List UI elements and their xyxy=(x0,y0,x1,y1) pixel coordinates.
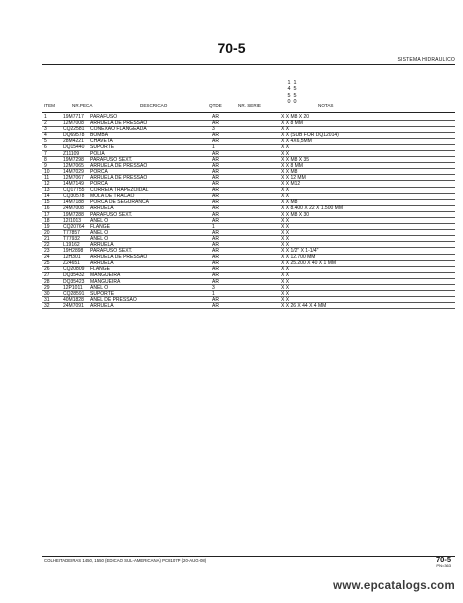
notes-cell: X X M8 X 30 xyxy=(281,211,310,218)
item-cell: 14 xyxy=(44,193,50,200)
quantity-cell: AR xyxy=(212,187,219,194)
model-code-digit: 5 xyxy=(293,92,297,99)
quantity-cell: AR xyxy=(212,266,219,273)
quantity-cell: AR xyxy=(212,162,219,169)
footer-page-code: PN=363 xyxy=(436,563,451,568)
notes-cell: X X xyxy=(281,241,290,248)
description-cell: MANGUEIRA xyxy=(90,272,121,279)
part-number-cell: CQ20764 xyxy=(63,223,85,230)
item-cell: 24 xyxy=(44,254,50,261)
quantity-cell: AR xyxy=(212,156,219,163)
description-cell: ARRUELA DE PRESSAO xyxy=(90,254,148,261)
item-cell: 7 xyxy=(44,150,47,157)
header-serial: NR. SERIE xyxy=(238,103,261,108)
quantity-cell: AR xyxy=(212,235,219,242)
item-cell: 12 xyxy=(44,181,50,188)
header-quantity: QTDE xyxy=(209,103,222,108)
quantity-cell: 1 xyxy=(212,223,215,230)
part-number-cell: 24M7091 xyxy=(63,302,84,309)
notes-cell: X X 4X6,5MM xyxy=(281,138,312,145)
description-cell: PARAFUSO SEXT. xyxy=(90,156,133,163)
model-code-digit: 1 xyxy=(287,80,291,86)
part-number-cell: DQ35423 xyxy=(63,278,85,285)
description-cell: PORCA xyxy=(90,181,108,188)
quantity-cell: AR xyxy=(212,132,219,139)
quantity-cell: AR xyxy=(212,241,219,248)
item-cell: 15 xyxy=(44,199,50,206)
item-cell: 23 xyxy=(44,248,50,255)
item-cell: 9 xyxy=(44,162,47,169)
part-number-cell: DQ69578 xyxy=(63,132,85,139)
model-code-digit: 5 xyxy=(287,92,291,99)
quantity-cell: AR xyxy=(212,248,219,255)
notes-cell: X X 12 MM xyxy=(281,174,306,181)
part-number-cell: 28M4221 xyxy=(63,138,84,145)
quantity-cell: AR xyxy=(212,205,219,212)
quantity-cell: AR xyxy=(212,120,219,127)
description-cell: ARRUELA xyxy=(90,205,114,212)
quantity-cell: AR xyxy=(212,278,219,285)
item-cell: 11 xyxy=(44,174,50,181)
description-cell: CONEXAO FLANGEADA xyxy=(90,126,147,133)
quantity-cell: AR xyxy=(212,138,219,145)
description-cell: BOMBA xyxy=(90,132,109,139)
table-row xyxy=(0,303,463,309)
item-cell: 25 xyxy=(44,260,50,267)
notes-cell: X X 12.700 MM xyxy=(281,254,316,261)
notes-cell: X X xyxy=(281,144,290,151)
description-cell: ARRUELA xyxy=(90,241,114,248)
part-number-cell: DQ15440 xyxy=(63,144,85,151)
header-item: ITEM xyxy=(44,103,55,108)
notes-cell: X X 25.200 X 40 X 1 MM xyxy=(281,260,337,267)
quantity-cell: AR xyxy=(212,302,219,309)
notes-cell: X X xyxy=(281,217,290,224)
notes-cell: X X xyxy=(281,284,290,291)
part-number-cell: 12M7008 xyxy=(63,120,84,127)
quantity-cell: AR xyxy=(212,272,219,279)
part-number-cell: T77932 xyxy=(63,235,80,242)
description-cell: FLANGE xyxy=(90,266,111,273)
description-cell: MANGUEIRA xyxy=(90,278,121,285)
part-number-cell: CQ17755 xyxy=(63,187,85,194)
item-cell: 4 xyxy=(44,132,47,139)
quantity-cell: AR xyxy=(212,211,219,218)
description-cell: PORCA DE SEGURANCA xyxy=(90,199,149,206)
footer-publication: COLHEITADEIRAS 1450, 1550 (EDICAO SUL-AMERICANA) PC8107P (20-AUG-08) xyxy=(44,558,207,563)
part-number-cell: Z11109 xyxy=(63,150,80,157)
part-number-cell: 40M1828 xyxy=(63,296,84,303)
part-number-cell: DQ35432 xyxy=(63,272,85,279)
notes-cell: X X xyxy=(281,229,290,236)
description-cell: ARRUELA xyxy=(90,260,114,267)
part-number-cell: 12I1013 xyxy=(63,217,82,224)
item-cell: 26 xyxy=(44,266,50,273)
description-cell: POLIA xyxy=(90,150,105,157)
item-cell: 29 xyxy=(44,284,50,291)
part-number-cell: CQ28591 xyxy=(63,290,85,297)
part-number-cell: 19M7717 xyxy=(63,114,84,120)
notes-cell: X X xyxy=(281,266,290,273)
item-cell: 27 xyxy=(44,272,50,279)
quantity-cell: 3 xyxy=(212,126,215,133)
part-number-cell: 12P1011 xyxy=(63,284,83,291)
description-cell: PORCA xyxy=(90,168,108,175)
header-part-number: NR.PECA xyxy=(72,103,93,108)
description-cell: FLANGE xyxy=(90,223,111,230)
top-rule xyxy=(42,64,455,65)
notes-cell: X X xyxy=(281,296,290,303)
notes-cell: X X xyxy=(281,272,290,279)
page-title: 70-5 xyxy=(217,40,246,56)
description-cell: PARAFUSO xyxy=(90,114,118,120)
item-cell: 2 xyxy=(44,120,47,127)
item-cell: 8 xyxy=(44,156,47,163)
quantity-cell: 1 xyxy=(212,144,215,151)
item-cell: 3 xyxy=(44,126,47,133)
part-number-cell: T77857 xyxy=(63,229,80,236)
quantity-cell: AR xyxy=(212,114,219,120)
notes-cell: X X M8 xyxy=(281,199,298,206)
model-code-digit: 0 xyxy=(293,98,297,105)
quantity-cell: AR xyxy=(212,199,219,206)
notes-cell: X X M8 X 35 xyxy=(281,156,310,163)
part-number-cell: CQ30578 xyxy=(63,193,85,200)
description-cell: ANEL O xyxy=(90,284,109,291)
part-number-cell: 24M7008 xyxy=(63,205,84,212)
part-number-cell: Z24651 xyxy=(63,260,80,267)
part-number-cell: 14M7149 xyxy=(63,181,84,188)
description-cell: ANEL DE PRESSAO xyxy=(90,296,137,303)
model-code-digit: 1 xyxy=(293,80,297,86)
item-cell: 10 xyxy=(44,168,50,175)
quantity-cell: AR xyxy=(212,254,219,261)
notes-cell: X X M8 X 20 xyxy=(281,114,310,120)
part-number-cell: 12M7065 xyxy=(63,162,84,169)
quantity-cell: AR xyxy=(212,296,219,303)
row-divider xyxy=(42,308,455,309)
description-cell: CORREIA TRAPEZOIDAL xyxy=(90,187,149,194)
part-number-cell: 19M7288 xyxy=(63,211,84,218)
item-cell: 5 xyxy=(44,138,47,145)
quantity-cell: AR xyxy=(212,193,219,200)
model-code-1550 xyxy=(291,80,299,105)
item-cell: 18 xyxy=(44,217,50,224)
item-cell: 30 xyxy=(44,290,50,297)
description-cell: ANEL O xyxy=(90,235,109,242)
quantity-cell: AR xyxy=(212,229,219,236)
item-cell: 28 xyxy=(44,278,50,285)
description-cell: MOLA DE TRACAO xyxy=(90,193,135,200)
notes-cell: X X xyxy=(281,193,290,200)
notes-cell: X X xyxy=(281,187,290,194)
part-number-cell: L19162 xyxy=(63,241,80,248)
footer-rule xyxy=(42,556,455,557)
header-description: DESCRICAO xyxy=(140,103,168,108)
description-cell: PARAFUSO SEXT. xyxy=(90,211,133,218)
notes-cell: X X 1/2" X 1-1/4" xyxy=(281,248,319,255)
description-cell: ARRUELA DE PRESSAO xyxy=(90,162,148,169)
header-notes: NOTAS xyxy=(318,103,334,108)
description-cell: CHAVETA xyxy=(90,138,113,145)
item-cell: 19 xyxy=(44,223,50,230)
description-cell: SUPORTE xyxy=(90,290,115,297)
section-name: SISTEMA HIDRAULICO xyxy=(397,57,455,63)
part-number-cell: CQ22581 xyxy=(63,126,85,133)
part-number-cell: 12H301 xyxy=(63,254,81,261)
quantity-cell: AR xyxy=(212,260,219,267)
item-cell: 16 xyxy=(44,205,50,212)
description-cell: ARRUELA DE PRESSAO xyxy=(90,120,148,127)
quantity-cell: AR xyxy=(212,181,219,188)
part-number-cell: CQ20809 xyxy=(63,266,85,273)
footer-page-number: 70-5 xyxy=(435,555,451,564)
quantity-cell: 1 xyxy=(212,290,215,297)
part-number-cell: 19H2898 xyxy=(63,248,84,255)
description-cell: ANEL O xyxy=(90,217,109,224)
description-cell: PARAFUSO SEXT. xyxy=(90,248,133,255)
model-code-digit: 5 xyxy=(293,86,297,93)
part-number-cell: 14M7029 xyxy=(63,168,84,175)
notes-cell: X X (SUB FOR DQ12014) xyxy=(281,132,339,139)
notes-cell: X X 8 MM xyxy=(281,162,303,169)
notes-cell: X X 8.400 X 22 X 1.500 MM xyxy=(281,205,343,212)
notes-cell: X X M8 xyxy=(281,168,298,175)
quantity-cell: AR xyxy=(212,150,219,157)
notes-cell: X X 26 X 44 X 4 MM xyxy=(281,302,327,309)
description-cell: ARRUELA xyxy=(90,302,114,309)
notes-cell: X X xyxy=(281,235,290,242)
parts-table xyxy=(0,114,463,309)
description-cell: ARRUELA DE PRESSAO xyxy=(90,174,148,181)
notes-cell: X X xyxy=(281,223,290,230)
model-code-digit: 0 xyxy=(287,98,291,105)
model-code-digit: 4 xyxy=(287,86,291,93)
notes-cell: X X M12 xyxy=(281,181,301,188)
quantity-cell: AR xyxy=(212,217,219,224)
quantity-cell: 3 xyxy=(212,284,215,291)
description-cell: SUPORTE xyxy=(90,144,115,151)
notes-cell: X X xyxy=(281,150,290,157)
item-cell: 22 xyxy=(44,241,50,248)
header-rule xyxy=(42,112,455,113)
item-cell: 20 xyxy=(44,229,50,236)
item-cell: 17 xyxy=(44,211,50,218)
part-number-cell: 19M7298 xyxy=(63,156,84,163)
item-cell: 6 xyxy=(44,144,47,151)
part-number-cell: 14M7188 xyxy=(63,199,84,206)
item-cell: 32 xyxy=(44,302,50,309)
notes-cell: X X xyxy=(281,290,290,297)
quantity-cell: AR xyxy=(212,168,219,175)
notes-cell: X X xyxy=(281,126,290,133)
quantity-cell: AR xyxy=(212,174,219,181)
watermark: www.epcatalogs.com xyxy=(333,580,455,592)
description-cell: ANEL O xyxy=(90,229,109,236)
notes-cell: X X 8 MM xyxy=(281,120,303,127)
item-cell: 1 xyxy=(44,114,47,120)
item-cell: 31 xyxy=(44,296,50,303)
item-cell: 13 xyxy=(44,187,50,194)
item-cell: 21 xyxy=(44,235,50,242)
part-number-cell: 12M7067 xyxy=(63,174,84,181)
notes-cell: X X xyxy=(281,278,290,285)
